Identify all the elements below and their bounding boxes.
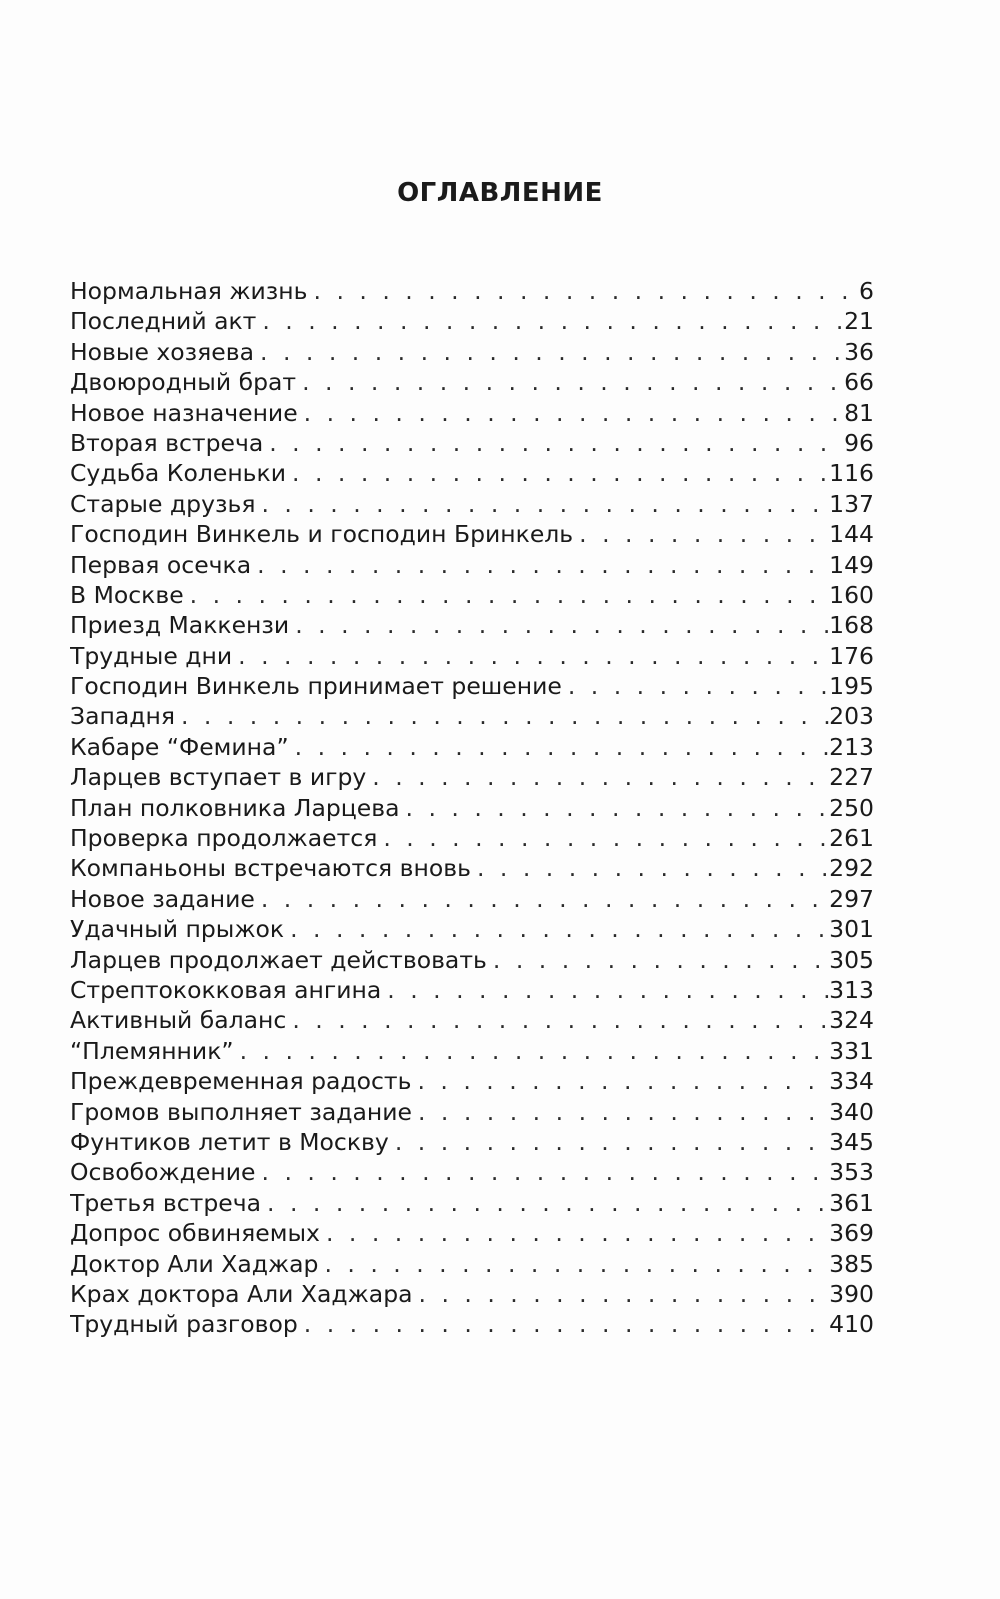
dot-leader [302, 367, 844, 397]
dot-leader [240, 1036, 830, 1066]
dot-leader [326, 1218, 829, 1248]
toc-entry [70, 701, 874, 731]
toc-entry-title: “Племянник” [70, 1036, 234, 1065]
toc-entry-title: Последний акт [70, 307, 257, 336]
toc-entry-page-number: 227 [829, 763, 874, 792]
toc-entry-title: Компаньоны встречаются вновь [70, 854, 471, 883]
dot-leader [262, 1157, 830, 1187]
dot-leader [568, 671, 829, 701]
toc-entry-page-number: 144 [829, 520, 874, 549]
dot-leader [190, 580, 829, 610]
toc-entry-page-number: 324 [829, 1006, 874, 1035]
toc-entry-title: Доктор Али Хаджар [70, 1249, 319, 1278]
dot-leader [238, 641, 829, 671]
dot-leader [290, 914, 829, 944]
dot-leader [419, 1279, 830, 1309]
toc-entry [70, 458, 874, 488]
toc-entry-page-number: 195 [829, 672, 874, 701]
toc-entry-page-number: 21 [844, 307, 874, 336]
toc-entry [70, 610, 874, 640]
dot-leader [383, 823, 829, 853]
dot-leader [417, 1066, 829, 1096]
dot-leader [418, 1097, 829, 1127]
toc-entry [70, 519, 874, 549]
toc-entry [70, 975, 874, 1005]
toc-entry-title: Проверка продолжается [70, 824, 378, 853]
toc-entry [70, 1218, 874, 1248]
page-title: ОГЛАВЛЕНИЕ [397, 178, 603, 208]
toc-entry-title: Кабаре “Фемина” [70, 732, 289, 761]
dot-leader [260, 337, 844, 367]
toc-entry-title: Активный баланс [70, 1006, 287, 1035]
toc-entry-title: Ларцев вступает в игру [70, 763, 367, 792]
toc-entry-page-number: 353 [829, 1158, 874, 1187]
toc-entry [70, 276, 874, 306]
dot-leader [257, 550, 829, 580]
toc-entry [70, 1279, 874, 1309]
toc-entry-page-number: 385 [829, 1249, 874, 1278]
toc-entry-title: Преждевременная радость [70, 1067, 412, 1096]
toc-entry-title: Западня [70, 702, 175, 731]
toc-entry [70, 1157, 874, 1187]
dot-leader [267, 1188, 829, 1218]
toc-entry [70, 580, 874, 610]
toc-entry-page-number: 313 [829, 975, 874, 1004]
toc-entry-page-number: 149 [829, 550, 874, 579]
toc-entry-page-number: 6 [859, 277, 874, 305]
toc-entry-page-number: 292 [829, 854, 874, 883]
toc-entry-title: Крах доктора Али Хаджара [70, 1279, 413, 1308]
toc-entry-page-number: 160 [829, 580, 874, 609]
toc-entry-title: В Москве [70, 580, 184, 609]
toc-entry [70, 1005, 874, 1035]
toc-entry-title: Господин Винкель принимает решение [70, 672, 562, 701]
toc-entry [70, 1249, 874, 1279]
toc-entry-page-number: 331 [829, 1036, 874, 1065]
toc-entry [70, 945, 874, 975]
toc-entry-page-number: 36 [844, 337, 874, 366]
dot-leader [181, 701, 829, 731]
dot-leader [269, 428, 844, 458]
toc-entry-page-number: 96 [844, 428, 874, 457]
dot-leader [579, 519, 829, 549]
toc-entry [70, 1188, 874, 1218]
toc-entry-page-number: 334 [829, 1067, 874, 1096]
toc-entry-title: Удачный прыжок [70, 915, 285, 944]
toc-entry [70, 1127, 874, 1157]
toc-entry [70, 793, 874, 823]
toc-entry-page-number: 203 [829, 702, 874, 731]
toc-entry [70, 914, 874, 944]
toc-entry-title: Новое назначение [70, 398, 298, 427]
toc-entry-title: Двоюродный брат [70, 368, 297, 397]
dot-leader [295, 610, 829, 640]
toc-entry-title: Первая осечка [70, 550, 252, 579]
dot-leader [292, 458, 829, 488]
dot-leader [304, 398, 844, 428]
toc-entry-page-number: 176 [829, 641, 874, 670]
toc-entry-title: Вторая встреча [70, 428, 264, 457]
toc-entry-title: Освобождение [70, 1158, 256, 1187]
dot-leader [493, 945, 829, 975]
toc-entry [70, 823, 874, 853]
toc-entry-page-number: 116 [829, 459, 874, 488]
toc-entry-page-number: 168 [829, 611, 874, 640]
toc-entry [70, 1066, 874, 1096]
toc-entry-page-number: 213 [829, 732, 874, 761]
toc-entry-page-number: 301 [829, 915, 874, 944]
toc-entry-title: Приезд Маккензи [70, 611, 290, 640]
toc-entry [70, 428, 874, 458]
toc-entry-title: Стрептококковая ангина [70, 975, 382, 1004]
toc-entry-title: Трудный разговор [70, 1310, 298, 1339]
dot-leader [261, 489, 829, 519]
toc-entry-page-number: 250 [829, 793, 874, 822]
dot-leader [261, 884, 829, 914]
toc-entry [70, 398, 874, 428]
toc-entry-title: Ларцев продолжает действовать [70, 945, 487, 974]
toc-entry-page-number: 390 [829, 1279, 874, 1308]
toc-entry [70, 1097, 874, 1127]
toc-entry [70, 1036, 874, 1066]
toc-entry-title: Нормальная жизнь [70, 277, 308, 305]
toc-entry-title: Громов выполняет задание [70, 1097, 412, 1126]
toc-entry-page-number: 261 [829, 824, 874, 853]
toc-entry [70, 1309, 874, 1339]
toc-entry-page-number: 361 [829, 1188, 874, 1217]
dot-leader [324, 1249, 829, 1279]
toc-entry-title: Трудные дни [70, 641, 233, 670]
toc-entry-title: Старые друзья [70, 489, 256, 518]
toc-entry-page-number: 81 [844, 398, 874, 427]
toc-entry-title: Фунтиков летит в Москву [70, 1127, 389, 1156]
toc-entry-page-number: 297 [829, 884, 874, 913]
dot-leader [292, 1005, 829, 1035]
dot-leader [406, 793, 830, 823]
toc-entry [70, 641, 874, 671]
toc-entry [70, 732, 874, 762]
dot-leader [477, 853, 829, 883]
toc-entry-title: Новые хозяева [70, 337, 255, 366]
toc-entry-page-number: 340 [829, 1097, 874, 1126]
toc-entry-page-number: 369 [829, 1219, 874, 1248]
toc-entry [70, 671, 874, 701]
toc-entry [70, 884, 874, 914]
toc-entry-title: Допрос обвиняемых [70, 1219, 320, 1248]
toc-entry-page-number: 410 [829, 1310, 874, 1339]
toc-entry [70, 550, 874, 580]
toc-entry-page-number: 137 [829, 489, 874, 518]
toc-entry-title: Новое задание [70, 884, 255, 913]
toc-entry [70, 489, 874, 519]
toc-entry-page-number: 345 [829, 1127, 874, 1156]
dot-leader [372, 762, 829, 792]
toc-entry-title: Судьба Коленьки [70, 459, 286, 488]
dot-leader [395, 1127, 829, 1157]
dot-leader [314, 276, 860, 306]
toc-entry-title: План полковника Ларцева [70, 793, 400, 822]
toc-entry [70, 762, 874, 792]
dot-leader [295, 732, 830, 762]
toc-entry [70, 337, 874, 367]
dot-leader [262, 306, 844, 336]
dot-leader [387, 975, 829, 1005]
toc-entry-title: Господин Винкель и господин Бринкель [70, 520, 574, 549]
toc-entry-page-number: 305 [829, 945, 874, 974]
toc-entry [70, 367, 874, 397]
table-of-contents [70, 276, 874, 1340]
toc-entry [70, 853, 874, 883]
dot-leader [304, 1309, 829, 1339]
toc-entry [70, 306, 874, 336]
toc-entry-page-number: 66 [844, 368, 874, 397]
toc-entry-title: Третья встреча [70, 1188, 261, 1217]
